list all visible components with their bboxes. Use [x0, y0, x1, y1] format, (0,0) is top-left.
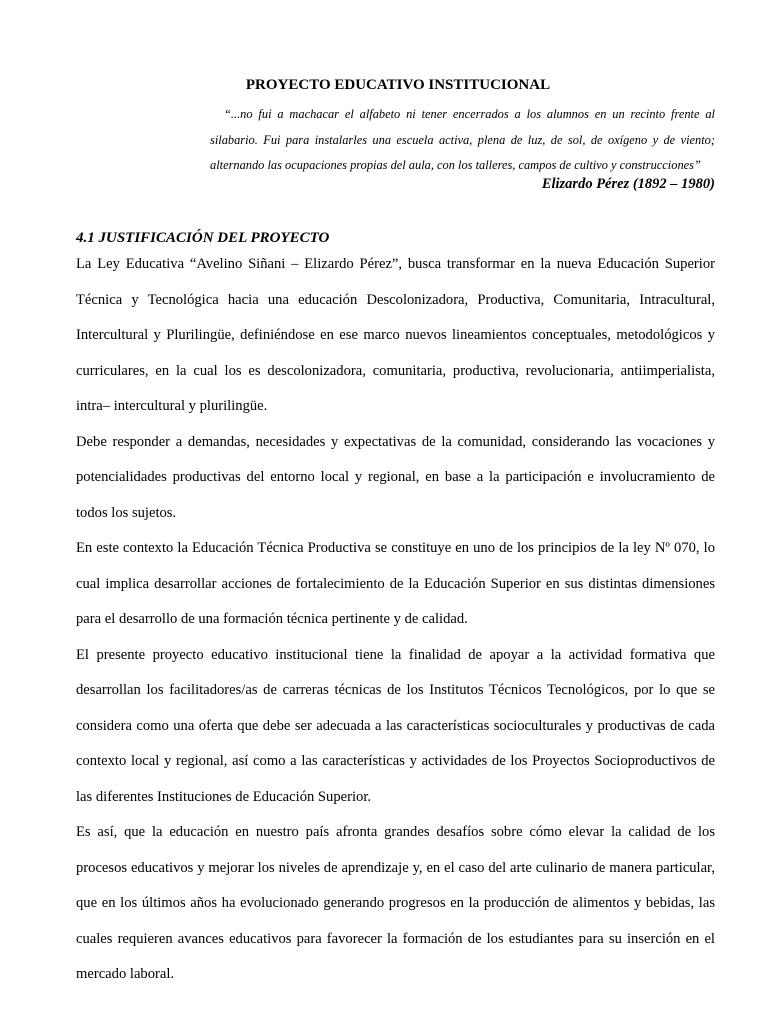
- paragraph: La Ley Educativa “Avelino Siñani – Elizardo Pérez”, busca transformar en la nueva Educación Superior Técnica y Tecnológica hacia una educación Descolonizadora, Productiva, Comunitaria, Intracultural, Intercultural y Plurilingüe, definiéndose en ese marco nuevos lineamientos conceptuales, metodológicos y curriculares, en la cual los es descolonizadora, comunitaria, productiva, revolucionaria, antiimperialista, intra– intercultural y plurilingüe.: [76, 256, 715, 414]
- section-heading: 4.1 JUSTIFICACIÓN DEL PROYECTO: [76, 230, 330, 246]
- epigraph-author: Elizardo Pérez (1892 – 1980): [541, 176, 715, 192]
- section-body: [76, 247, 715, 993]
- paragraph: El presente proyecto educativo institucional tiene la finalidad de apoyar a la actividad formativa que desarrollan los facilitadores/as de carreras técnicas de los Institutos Técnicos Tecnológicos, por lo que se considera como una oferta que debe ser adecuada a las características socioculturales y productivas de cada contexto local y regional, así como a las características y actividades de los Proyectos Socioproductivos de las diferentes Instituciones de Educación Superior.: [76, 646, 715, 805]
- paragraph: En este contexto la Educación Técnica Productiva se constituye en uno de los principios de la ley Nº 070, lo cual implica desarrollar acciones de fortalecimiento de la Educación Superior en sus distintas dimensiones para el desarrollo de una formación técnica pertinente y de calidad.: [76, 540, 715, 627]
- paragraph: Debe responder a demandas, necesidades y expectativas de la comunidad, considerando las vocaciones y potencialidades productivas del entorno local y regional, en base a la participación e involucramiento de todos los sujetos.: [76, 433, 715, 521]
- epigraph-quote: “...no fui a machacar el alfabeto ni tener encerrados a los alumnos en un recinto frente al silabario. Fui para instalarles una escuela activa, plena de luz, de sol, de oxígeno y de viento; alternando las ocupaciones propias del aula, con los talleres, campos de cultivo y construcciones”: [210, 107, 715, 172]
- document-title: PROYECTO EDUCATIVO INSTITUCIONAL: [245, 77, 551, 93]
- paragraph: Es así, que la educación en nuestro país afronta grandes desafíos sobre cómo elevar la calidad de los procesos educativos y mejorar los niveles de aprendizaje y, en el caso del arte culinario de manera particular, que en los últimos años ha evolucionado generando progresos en la producción de alimentos y bebidas, las cuales requieren avances educativos para favorecer la formación de los estudiantes para su inserción en el mercado laboral.: [76, 824, 715, 982]
